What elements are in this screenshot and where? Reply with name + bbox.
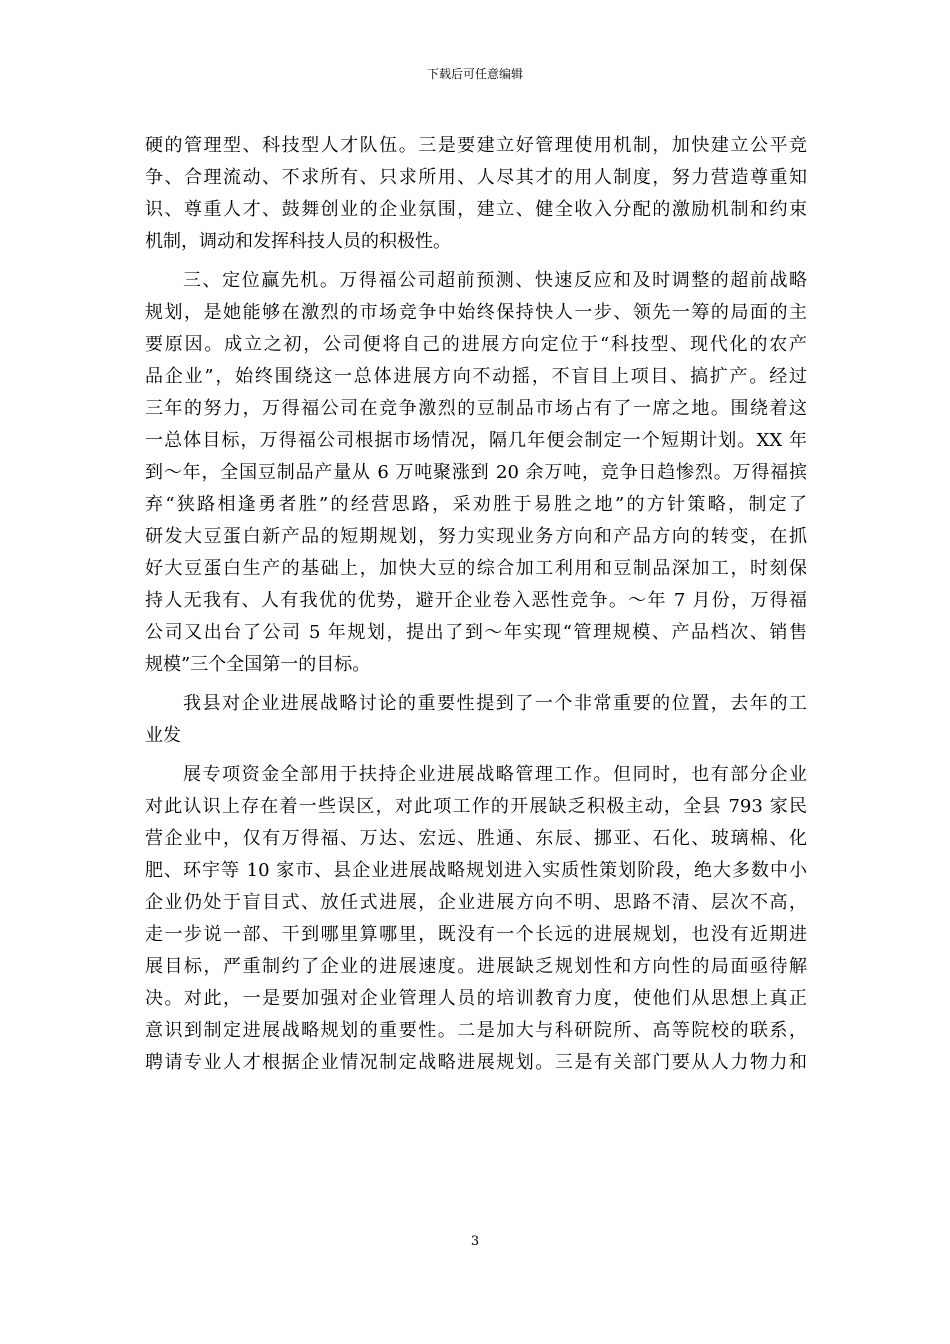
text-line: 一总体目标，万得福公司根据市场情况，隔几年便会制定一个短期计划。XX 年	[145, 430, 807, 451]
text-line: 好大豆蛋白生产的基础上，加快大豆的综合加工利用和豆制品深加工，时刻保	[145, 558, 807, 579]
text-line: 研发大豆蛋白新产品的短期规划，努力实现业务方向和产品方向的转变，在抓	[145, 526, 807, 547]
text-line: 营企业中，仅有万得福、万达、宏远、胜通、东辰、挪亚、石化、玻璃棉、化	[145, 828, 807, 849]
text-line: 识、尊重人才、鼓舞创业的企业氛围，建立、健全收入分配的激励机制和约束	[145, 199, 807, 220]
text-line: 业发	[145, 725, 181, 746]
text-line: 肥、环宇等 10 家市、县企业进展战略规划进入实质性策划阶段，绝大多数中小	[145, 860, 807, 881]
text-line: 展目标，严重制约了企业的进展速度。进展缺乏规划性和方向性的局面亟待解	[145, 956, 807, 977]
text-line: 决。对此，一是要加强对企业管理人员的培训教育力度，使他们从思想上真正	[145, 988, 807, 1009]
text-line: 机制，调动和发挥科技人员的积极性。	[145, 231, 451, 252]
text-line: 聘请专业人才根据企业情况制定战略进展规划。三是有关部门要从人力物力和	[145, 1052, 807, 1073]
text-line: 三年的努力，万得福公司在竞争激烈的豆制品市场占有了一席之地。围绕着这	[145, 398, 807, 419]
text-line: 要原因。成立之初，公司便将自己的进展方向定位于“科技型、现代化的农产	[145, 334, 807, 355]
paragraph	[145, 759, 807, 1079]
page-number: 3	[470, 1234, 480, 1249]
text-line: 争、合理流动、不求所有、只求所用、人尽其才的用人制度，努力营造尊重知	[145, 167, 807, 188]
text-line: 规划，是她能够在激烈的市场竞争中始终保持快人一步、领先一筹的局面的主	[145, 302, 807, 323]
text-line: 展专项资金全部用于扶持企业进展战略管理工作。但同时，也有部分企业	[183, 764, 807, 785]
paragraph	[145, 688, 807, 752]
text-line: 品企业”，始终围绕这一总体进展方向不动摇，不盲目上项目、搞扩产。经过	[145, 366, 807, 387]
paragraph	[145, 130, 807, 258]
page-header: 下载后可任意编辑	[426, 67, 523, 81]
text-line: 持人无我有、人有我优的优势，避开企业卷入恶性竞争。～年 7 月份，万得福	[145, 590, 807, 611]
text-line: 三、定位赢先机。万得福公司超前预测、快速反应和及时调整的超前战略	[183, 270, 807, 291]
text-line: 意识到制定进展战略规划的重要性。二是加大与科研院所、高等院校的联系，	[145, 1020, 807, 1041]
text-line: 对此认识上存在着一些误区，对此项工作的开展缺乏积极主动，全县 793 家民	[145, 796, 807, 817]
text-line: 走一步说一部、干到哪里算哪里，既没有一个长远的进展规划，也没有近期进	[145, 924, 807, 945]
document-body	[145, 130, 807, 1086]
text-line: 到～年，全国豆制品产量从 6 万吨聚涨到 20 余万吨，竞争日趋惨烈。万得福摈	[145, 462, 807, 483]
text-line: 我县对企业进展战略讨论的重要性提到了一个非常重要的位置，去年的工	[183, 693, 807, 714]
text-line: 弃“狭路相逢勇者胜”的经营思路，采劝胜于易胜之地”的方针策略，制定了	[145, 494, 807, 515]
text-line: 公司又出台了公司 5 年规划，提出了到～年实现“管理规模、产品档次、销售	[145, 622, 807, 643]
text-line: 规模”三个全国第一的目标。	[145, 654, 371, 675]
text-line: 硬的管理型、科技型人才队伍。三是要建立好管理使用机制，加快建立公平竞	[145, 135, 807, 156]
paragraph	[145, 265, 807, 681]
text-line: 企业仍处于盲目式、放任式进展，企业进展方向不明、思路不清、层次不高，	[145, 892, 807, 913]
